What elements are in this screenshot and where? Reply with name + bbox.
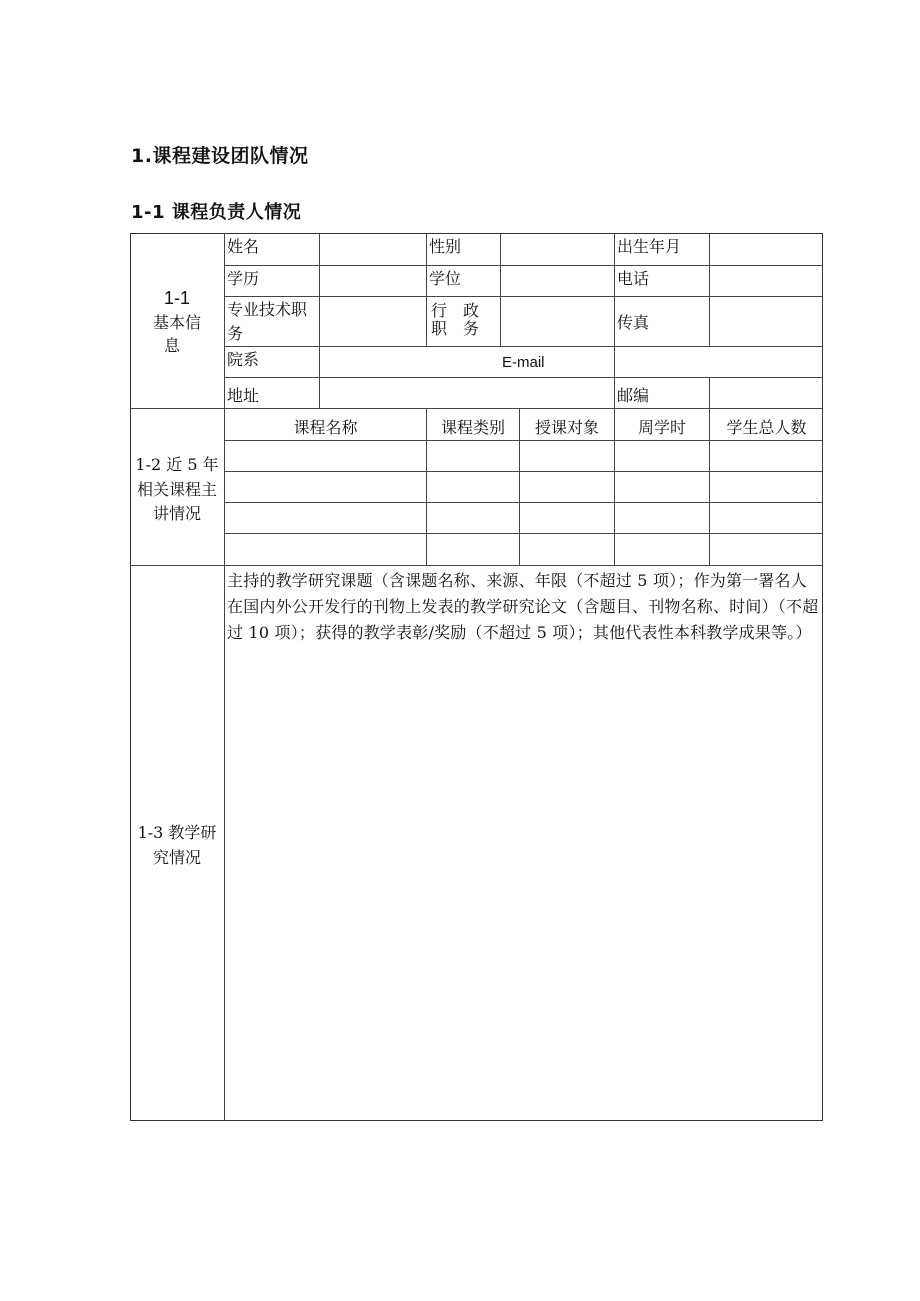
courses-taught-label: 相关课程主 [136,480,217,499]
table-rule [130,408,823,409]
courses-taught-label: 讲情况 [152,504,201,523]
column-header-total-students: 学生总人数 [726,418,807,437]
degree-field[interactable] [501,266,613,295]
birth-label: 出生年月 [617,237,682,256]
postcode-field[interactable] [710,378,822,407]
teaching-research-field[interactable] [226,672,821,1118]
department-label: 院系 [227,350,260,369]
phone-field[interactable] [710,266,822,295]
name-field[interactable] [320,234,425,264]
column-header-audience: 授课对象 [534,418,599,437]
name-label: 姓名 [227,237,260,256]
teaching-research-label: 1-3 教学研 [137,823,217,842]
subsection-heading: 1-1 课程负责人情况 [131,202,302,223]
education-label: 学历 [227,269,260,288]
table-rule [426,233,427,346]
email-field[interactable] [615,347,822,376]
professional-title-field[interactable] [320,297,425,345]
fax-label: 传真 [617,313,650,332]
table-rule [224,233,225,1121]
professional-title-label: 务 [227,324,244,343]
teaching-research-instructions: 主持的教学研究课题（含课题名称、来源、年限（不超过 5 项）；作为第一署名人在国内外公开发行的刊物上发表的教学研究论文（含题目、刊物名称、时间）（不超过 10 项）；获得的教学表彰/奖励（不超过 5 项）；其他代表性本科教学成果等。） [227,571,819,642]
courses-taught-label: 1-2 近 5 年 [135,455,219,474]
table-rule [130,565,823,566]
department-field[interactable] [320,347,500,376]
professional-title-label: 专业技术职 [227,300,308,319]
table-rule [224,440,823,441]
phone-label: 电话 [617,269,650,288]
basic-info-label: 1-1 [163,288,190,308]
postcode-label: 邮编 [617,386,650,405]
column-header-course-type: 课程类别 [440,418,505,437]
birth-field[interactable] [710,234,822,264]
table-rule [224,502,823,503]
table-rule [224,471,823,472]
basic-info-label: 基本信 [152,313,201,332]
education-field[interactable] [320,266,425,295]
table-rule [614,233,615,408]
column-header-weekly-hours: 周学时 [637,418,686,437]
admin-position-field[interactable] [501,297,613,345]
fax-field[interactable] [710,297,822,345]
email-label: E-mail [502,354,545,371]
table-rule [224,533,823,534]
gender-label: 性别 [429,237,462,256]
admin-position-label: 职 务 [431,321,480,338]
basic-info-label: 息 [163,336,180,355]
admin-position-label: 行 政 [431,303,480,320]
section-heading: 1.课程建设团队情况 [131,145,309,167]
address-field[interactable] [320,378,613,407]
degree-label: 学位 [429,269,462,288]
address-label: 地址 [227,386,260,405]
column-header-course-name: 课程名称 [293,418,358,437]
teaching-research-label: 究情况 [152,848,201,867]
gender-field[interactable] [501,234,613,264]
